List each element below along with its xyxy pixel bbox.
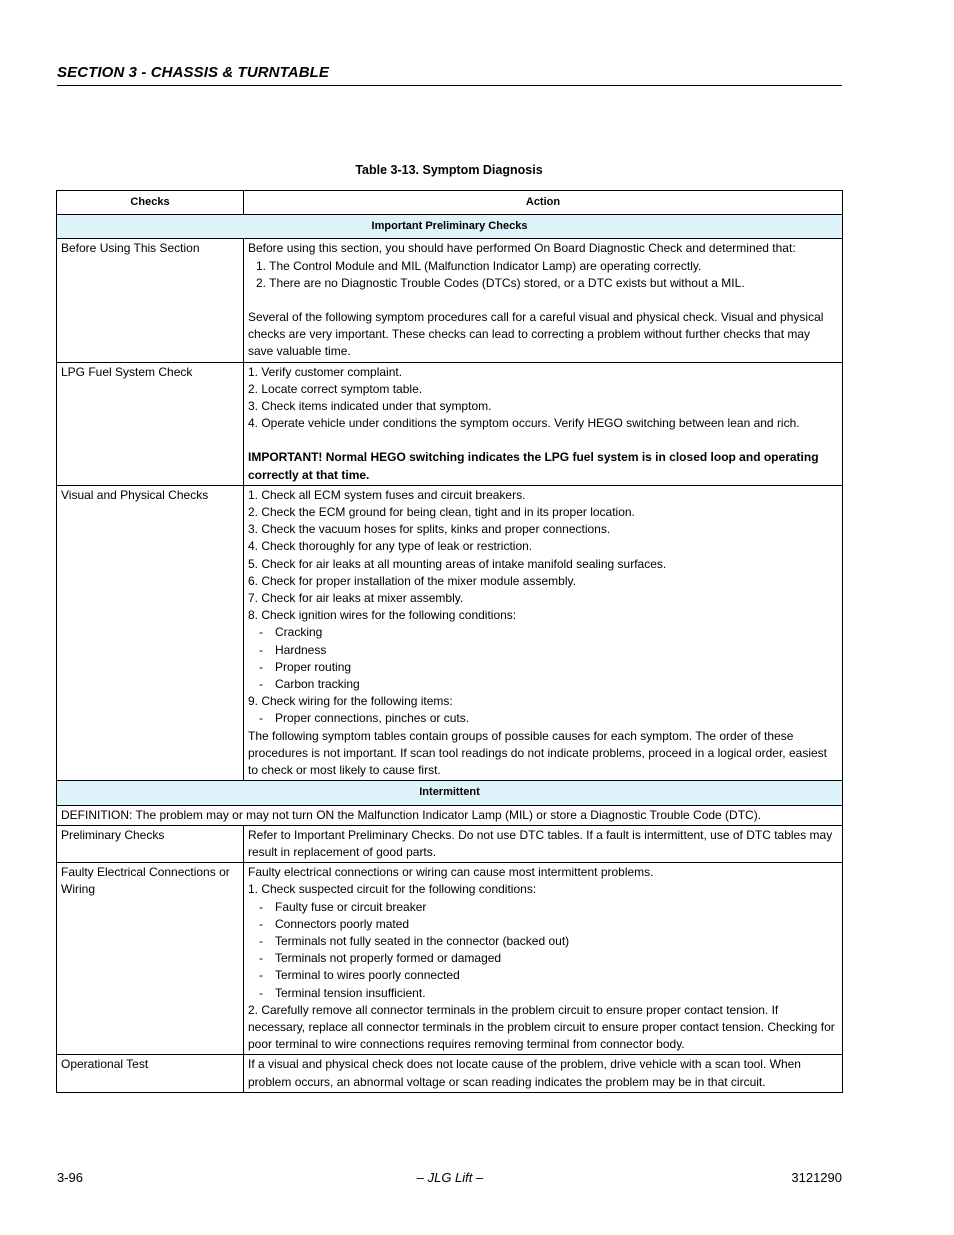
symptom-diagnosis-table — [56, 190, 843, 1093]
action-item: 7. Check for air leaks at mixer assembly. — [248, 591, 464, 606]
sub-item: - Terminal tension insufficient. — [259, 985, 426, 1000]
action-cell — [244, 863, 843, 1055]
sub-item: - Proper connections, pinches or cuts. — [259, 711, 470, 726]
table-row — [57, 863, 843, 1055]
document-number: 3121290 — [791, 1170, 842, 1185]
definition-row — [57, 805, 843, 825]
important-note: IMPORTANT! Normal HEGO switching indicates the LPG fuel system is in closed loop and operating correctly at that time. — [248, 450, 819, 482]
sub-item: - Cracking — [259, 625, 323, 640]
band-row-preliminary — [57, 215, 843, 239]
action-item: 8. Check ignition wires for the following conditions: — [248, 608, 517, 623]
action-item: 6. Check for proper installation of the mixer module assembly. — [248, 573, 576, 588]
action-cell: If a visual and physical check does not locate cause of the problem, drive vehicle with a scan tool. When problem occurs, an abnormal voltage or scan reading indicates the problem may be in that circuit. — [244, 1055, 843, 1092]
table-row — [57, 1055, 843, 1092]
action-item: 2. There are no Diagnostic Trouble Codes (DTCs) stored, or a DTC exists but without a MIL. — [256, 275, 745, 290]
page-number: 3-96 — [57, 1170, 84, 1185]
band-row-intermittent — [57, 781, 843, 805]
action-item: 1. The Control Module and MIL (Malfunction Indicator Lamp) are operating correctly. — [256, 258, 702, 273]
action-intro: Faulty electrical connections or wiring can cause most intermittent problems. — [248, 865, 654, 880]
sub-item: - Terminal to wires poorly connected — [259, 968, 460, 983]
sub-item: - Faulty fuse or circuit breaker — [259, 899, 427, 914]
action-intro: Before using this section, you should have performed On Board Diagnostic Check and determined that: — [248, 241, 796, 256]
check-cell: Preliminary Checks — [57, 825, 244, 862]
table-row — [57, 239, 843, 362]
action-item: 3. Check the vacuum hoses for splits, kinks and proper connections. — [248, 522, 611, 537]
action-item: 3. Check items indicated under that symptom. — [248, 399, 492, 414]
section-header: SECTION 3 - CHASSIS & TURNTABLE — [57, 64, 842, 86]
sub-item: - Hardness — [259, 642, 327, 657]
sub-item: - Proper routing — [259, 659, 352, 674]
col-header-action: Action — [244, 191, 843, 215]
action-item: 1. Check all ECM system fuses and circuit breakers. — [248, 487, 526, 502]
check-cell: Before Using This Section — [57, 239, 244, 362]
sub-item: - Carbon tracking — [259, 677, 360, 692]
sub-item: - Connectors poorly mated — [259, 916, 410, 931]
action-item: 2. Check the ECM ground for being clean, tight and in its proper location. — [248, 505, 635, 520]
table-header-row — [57, 191, 843, 215]
action-cell — [244, 362, 843, 485]
action-item: 1. Check suspected circuit for the following conditions: — [248, 882, 537, 897]
check-cell: Faulty Electrical Connections or Wiring — [57, 863, 244, 1055]
definition-cell: DEFINITION: The problem may or may not turn ON the Malfunction Indicator Lamp (MIL) or store a Diagnostic Trouble Code (DTC). — [57, 805, 843, 825]
check-cell: Operational Test — [57, 1055, 244, 1092]
action-note: Several of the following symptom procedures call for a careful visual and physical check. Visual and physical checks are very important. These checks can lead to correcting a problem without further checks that may save valuable time. — [248, 310, 824, 359]
table-row — [57, 362, 843, 485]
action-item: 1. Verify customer complaint. — [248, 364, 403, 379]
table-row — [57, 825, 843, 862]
footer-brand: – JLG Lift – — [416, 1170, 484, 1185]
table-title: Table 3-13. Symptom Diagnosis — [355, 163, 543, 177]
sub-item: - Terminals not properly formed or damaged — [259, 951, 502, 966]
check-cell: Visual and Physical Checks — [57, 485, 244, 780]
action-item: 2. Carefully remove all connector terminals in the problem circuit to ensure proper contact tension. If necessary, replace all connector terminals in the problem circuit to ensure proper contact tension. Checking for poor terminal to wire connections requires removing terminal from connector body. — [248, 1002, 835, 1052]
action-item: 5. Check for air leaks at all mounting areas of intake manifold sealing surfaces. — [248, 556, 667, 571]
action-cell — [244, 239, 843, 362]
band-intermittent: Intermittent — [57, 781, 843, 805]
table-row — [57, 485, 843, 780]
action-item: 4. Check thoroughly for any type of leak or restriction. — [248, 539, 533, 554]
action-note: The following symptom tables contain groups of possible causes for each symptom. The order of these procedures is not important. If scan tool readings do not indicate problems, proceed in a logical order, easiest to check or most likely to cause first. — [248, 728, 827, 778]
action-item: 9. Check wiring for the following items: — [248, 694, 453, 709]
action-item: 4. Operate vehicle under conditions the symptom occurs. Verify HEGO switching between lean and rich. — [248, 416, 800, 431]
col-header-checks: Checks — [57, 191, 244, 215]
band-preliminary: Important Preliminary Checks — [57, 215, 843, 239]
sub-item: - Terminals not fully seated in the connector (backed out) — [259, 933, 570, 948]
action-cell: Refer to Important Preliminary Checks. Do not use DTC tables. If a fault is intermittent, use of DTC tables may result in replacement of good parts. — [244, 825, 843, 862]
action-item: 2. Locate correct symptom table. — [248, 381, 423, 396]
check-cell: LPG Fuel System Check — [57, 362, 244, 485]
action-cell — [244, 485, 843, 780]
